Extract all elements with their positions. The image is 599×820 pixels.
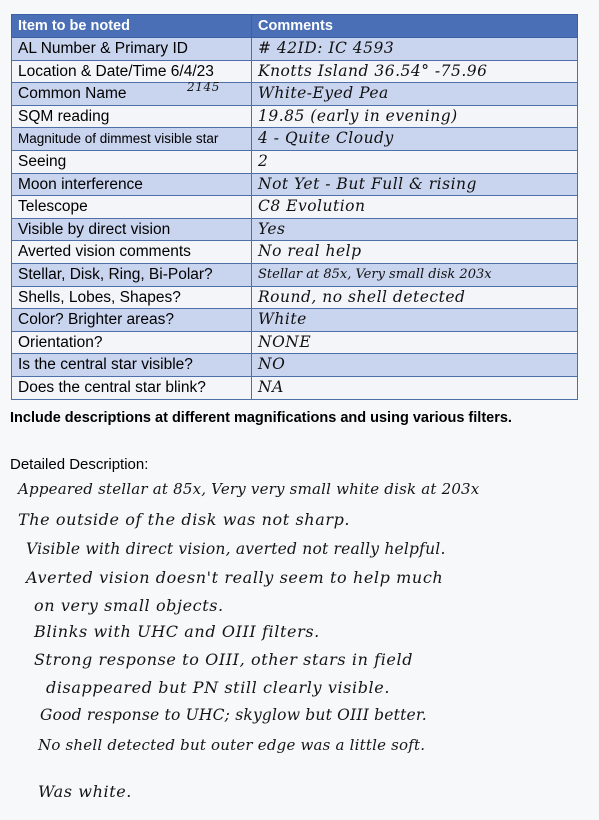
row-comment: NA	[252, 376, 578, 399]
table-row	[12, 354, 578, 377]
description-line: The outside of the disk was not sharp.	[18, 510, 351, 529]
row-item: Telescope	[12, 196, 252, 219]
row-comment: 19.85 (early in evening)	[252, 105, 578, 128]
description-line: Strong response to OIII, other stars in field	[34, 650, 414, 669]
row-item: SQM reading	[12, 105, 252, 128]
detailed-description-label: Detailed Description:	[10, 456, 149, 473]
header-item: Item to be noted	[12, 15, 252, 38]
description-line: Good response to UHC; skyglow but OIII better.	[40, 706, 427, 724]
table-row	[12, 105, 578, 128]
table-row	[12, 286, 578, 309]
table-row	[12, 218, 578, 241]
table-row	[12, 196, 578, 219]
table-row	[12, 38, 578, 61]
row-comment: NONE	[252, 331, 578, 354]
row-comment: 4 - Quite Cloudy	[252, 128, 578, 151]
table-row	[12, 376, 578, 399]
row-item: Stellar, Disk, Ring, Bi-Polar?	[12, 263, 252, 286]
row-comment: NO	[252, 354, 578, 377]
row-item: Location & Date/Time 6/4/23	[12, 60, 252, 83]
row-item: Moon interference	[12, 173, 252, 196]
time-note: 2145	[187, 80, 220, 94]
row-item: Averted vision comments	[12, 241, 252, 264]
description-line: Was white.	[38, 782, 132, 801]
row-item: Orientation?	[12, 331, 252, 354]
row-item: Color? Brighter areas?	[12, 309, 252, 332]
table-row	[12, 128, 578, 151]
row-comment: No real help	[252, 241, 578, 264]
description-line: Visible with direct vision, averted not really helpful.	[26, 540, 446, 558]
row-comment: Yes	[252, 218, 578, 241]
table-row	[12, 241, 578, 264]
table-row	[12, 173, 578, 196]
description-line: Averted vision doesn't really seem to help much	[26, 568, 444, 587]
row-item: Seeing	[12, 150, 252, 173]
description-line: Blinks with UHC and OIII filters.	[34, 622, 320, 641]
row-item: AL Number & Primary ID	[12, 38, 252, 61]
table-row	[12, 331, 578, 354]
row-comment: White-Eyed Pea	[252, 83, 578, 106]
row-comment: White	[252, 309, 578, 332]
description-line: No shell detected but outer edge was a little soft.	[38, 736, 426, 754]
row-item: Magnitude of dimmest visible star	[12, 128, 252, 151]
table-row	[12, 309, 578, 332]
row-item: Shells, Lobes, Shapes?	[12, 286, 252, 309]
table-row	[12, 263, 578, 286]
row-item: Does the central star blink?	[12, 376, 252, 399]
row-comment: C8 Evolution	[252, 196, 578, 219]
description-line: disappeared but PN still clearly visible.	[46, 678, 391, 697]
row-comment: Round, no shell detected	[252, 286, 578, 309]
instruction-text: Include descriptions at different magnifications and using various filters.	[10, 410, 512, 426]
row-comment: Not Yet - But Full & rising	[252, 173, 578, 196]
table-row	[12, 60, 578, 83]
observation-table	[11, 14, 578, 400]
description-line: on very small objects.	[34, 596, 224, 615]
header-comments: Comments	[252, 15, 578, 38]
row-item: Common Name	[12, 83, 252, 106]
description-line: Appeared stellar at 85x, Very very small white disk at 203x	[18, 480, 480, 498]
row-comment: Stellar at 85x, Very small disk 203x	[252, 263, 578, 286]
row-comment: Knotts Island 36.54° -75.96	[252, 60, 578, 83]
row-comment: # 42ID: IC 4593	[252, 38, 578, 61]
row-item: Visible by direct vision	[12, 218, 252, 241]
table-row	[12, 150, 578, 173]
table-row	[12, 83, 578, 106]
row-comment: 2	[252, 150, 578, 173]
row-item: Is the central star visible?	[12, 354, 252, 377]
